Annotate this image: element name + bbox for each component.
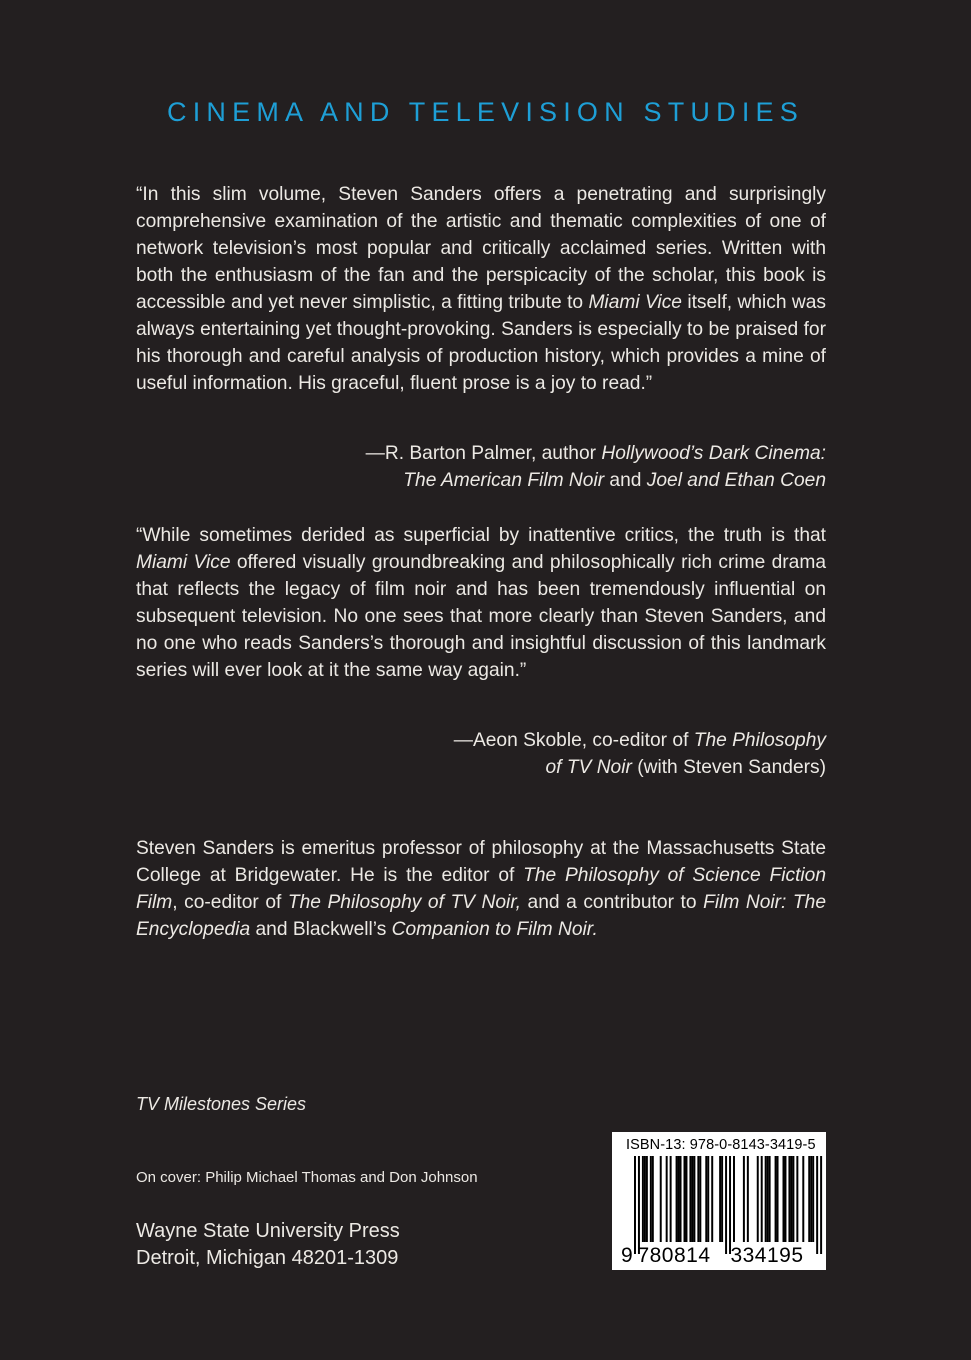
attribution-text: and: [604, 470, 647, 491]
barcode-bar: [705, 1156, 707, 1242]
bio-italic: Companion to Film Noir.: [391, 919, 598, 940]
barcode-bar: [790, 1156, 792, 1242]
barcode-bar: [634, 1156, 636, 1254]
bio-text: Steven Sanders is emeritus professor of philosophy at the Massachusetts State College at Bridgewater. He is the editor of: [136, 838, 826, 886]
attribution-palmer: [226, 440, 826, 494]
barcode-graphic: [612, 1132, 826, 1270]
attribution-italic: The American Film Noir: [403, 470, 605, 491]
publisher-name: Wayne State University Press: [136, 1220, 400, 1242]
barcode-bar: [680, 1156, 682, 1242]
barcode-bar: [652, 1156, 654, 1242]
barcode-bar: [678, 1156, 680, 1242]
quote-text: itself, which was always entertaining yet thought-provoking. Sanders is especially to be praised for his thorough and careful analysis of production history, which provides a mine of useful information. His graceful, fluent prose is a joy to read.”: [136, 292, 827, 394]
attribution-text: —Aeon Skoble, co-editor of: [453, 730, 694, 751]
attribution-italic: The Philosophy: [693, 730, 826, 751]
barcode-bar: [719, 1156, 721, 1242]
bio-text: , co-editor of: [172, 892, 288, 913]
quote-text: offered visually groundbreaking and philosophically rich crime drama that reflects the legacy of film noir and has been tremendously influential on subsequent television. No one sees that more clearly than Steven Sanders, and no one who reads Sanders’s thorough and insightful discussion of this landmark series will ever look at it the same way again.”: [136, 552, 826, 681]
quote-text: “While sometimes derided as superficial by inattentive critics, the truth is that: [136, 525, 826, 546]
barcode-left-digits: 780814: [637, 1244, 711, 1267]
barcode-bar: [792, 1156, 794, 1242]
blurb-quote-skoble: [136, 522, 826, 684]
barcode-bar: [646, 1156, 648, 1242]
barcode-bar: [644, 1156, 646, 1242]
bio-italic: The Philosophy of TV Noir,: [287, 892, 521, 913]
attribution-text: (with Steven Sanders): [631, 757, 826, 778]
barcode-bar: [802, 1156, 804, 1242]
cover-credit: On cover: Philip Michael Thomas and Don Johnson: [136, 1169, 478, 1186]
isbn-label: ISBN-13: 978-0-8143-3419-5: [626, 1137, 816, 1153]
quote-text: “In this slim volume, Steven Sanders offers a penetrating and surprisingly comprehensive examination of the artistic and thematic complexities of one of network television’s most popular and critically acclaimed series. Written with both the enthusiasm of the fan and the perspicacity of the scholar, this book is accessible and yet never simplistic, a fitting tribute to: [136, 184, 826, 313]
barcode-bar: [660, 1156, 662, 1242]
barcode-bar: [676, 1156, 678, 1242]
barcode-bar: [707, 1156, 709, 1242]
bio-italic: The Philosophy of Science Fiction Film: [136, 865, 826, 913]
bio-italic: Film Noir: The Encyclopedia: [136, 892, 826, 940]
barcode-bar: [808, 1156, 810, 1242]
publisher-address: Detroit, Michigan 48201-1309: [136, 1247, 399, 1269]
barcode-bar: [666, 1156, 668, 1242]
barcode-lead-digit: 9: [621, 1244, 633, 1267]
barcode-bar: [689, 1156, 691, 1242]
bio-text: and a contributor to: [520, 892, 704, 913]
barcode-bar: [757, 1156, 759, 1242]
barcode-bar: [642, 1156, 644, 1242]
attribution-italic: of TV Noir: [545, 757, 632, 778]
barcode-bar: [685, 1156, 687, 1242]
barcode-bar: [743, 1156, 745, 1242]
barcode-bar: [638, 1156, 640, 1254]
barcode-bar: [693, 1156, 695, 1242]
barcode-bar: [761, 1156, 763, 1242]
barcode-bar: [711, 1156, 713, 1242]
blurb-quote-palmer: [136, 181, 826, 397]
barcode-bar: [765, 1156, 767, 1242]
barcode-bar: [769, 1156, 771, 1242]
attribution-text: —R. Barton Palmer, author: [365, 443, 602, 464]
barcode-bar: [783, 1156, 785, 1242]
barcode-bar: [788, 1156, 790, 1242]
barcode-bar: [784, 1156, 786, 1242]
barcode-bar: [796, 1156, 798, 1242]
barcode-bar: [777, 1156, 779, 1242]
barcode-bar: [721, 1156, 723, 1242]
attribution-skoble: [226, 727, 826, 781]
series-title: CINEMA AND TELEVISION STUDIES: [167, 97, 804, 127]
barcode-bar: [699, 1156, 701, 1242]
barcode-bar: [812, 1156, 814, 1242]
barcode-bar: [767, 1156, 769, 1242]
barcode-bar: [691, 1156, 693, 1242]
barcode-bar: [697, 1156, 699, 1242]
quote-italic-title: Miami Vice: [588, 292, 682, 313]
barcode-bars: [634, 1156, 822, 1254]
isbn-barcode: [612, 1132, 826, 1270]
publisher-block: [136, 1218, 400, 1272]
barcode-bar: [684, 1156, 686, 1242]
barcode-bar: [733, 1156, 735, 1242]
barcode-bar: [775, 1156, 777, 1242]
quote-italic-title: Miami Vice: [136, 552, 231, 573]
barcode-bar: [650, 1156, 652, 1242]
attribution-italic: Joel and Ethan Coen: [646, 470, 826, 491]
author-bio: [136, 835, 826, 943]
barcode-bar: [729, 1156, 731, 1254]
barcode-bar: [670, 1156, 672, 1242]
barcode-bar: [810, 1156, 812, 1242]
barcode-right-digits: 334195: [730, 1244, 804, 1267]
barcode-bar: [725, 1156, 727, 1254]
series-name: TV Milestones Series: [136, 1094, 307, 1114]
barcode-bar: [820, 1156, 822, 1254]
bio-text: and Blackwell’s: [250, 919, 392, 940]
attribution-italic: Hollywood’s Dark Cinema:: [601, 443, 826, 464]
barcode-bar: [816, 1156, 818, 1254]
barcode-bar: [747, 1156, 749, 1242]
